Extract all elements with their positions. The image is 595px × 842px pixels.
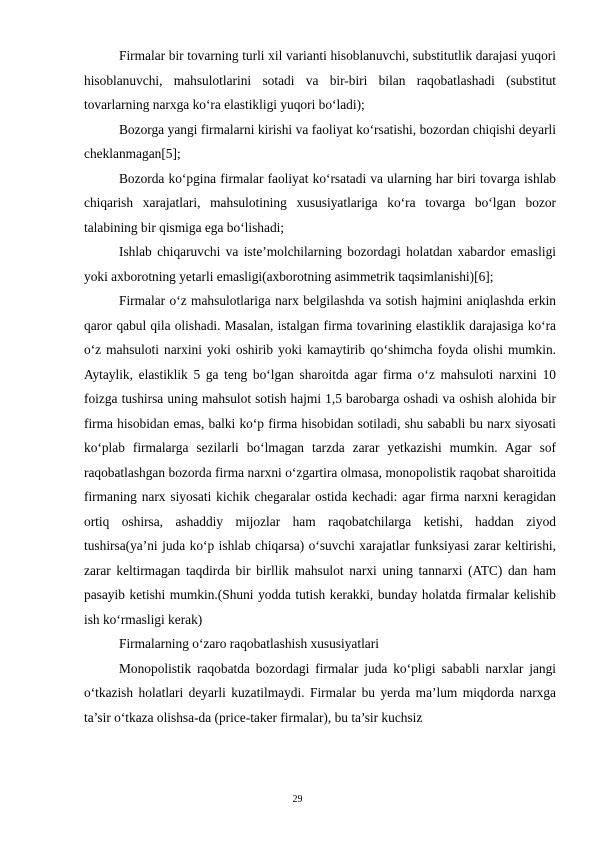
section-heading: Firmalarning o‘zaro raqobatlashish xususiyatlari — [119, 636, 379, 651]
paragraph-2: Bozorga yangi firmalarni kirishi va faoliyat ko‘rsatishi, bozordan chiqishi deyarli cheklanmagan[5]; — [84, 121, 556, 161]
paragraph-1: Firmalar bir tovarning turli xil varianti hisoblanuvchi, substitutlik darajasi yuqori hisoblanuvchi, mahsulotlarini sotadi va bir-biri bilan raqobatlashadi (substitut tovarlarning narxga ko‘ra elastikligi yuqori bo‘ladi); — [84, 48, 556, 112]
paragraph-4: Ishlab chiqaruvchi va iste’molchilarning bozordagi holatdan xabardor emasligi yoki axborotning yetarli emasligi(axborotning asimmetrik taqsimlanishi)[6]; — [84, 244, 556, 284]
page-number: 29 — [292, 794, 303, 805]
paragraph-3: Bozorda ko‘pgina firmalar faoliyat ko‘rsatadi va ularning har biri tovarga ishlab chiqarish xarajatlari, mahsulotining xususiyatlariga ko‘ra tovarga bo‘lgan bozor talabining bir qismiga ega bo‘lishadi; — [84, 170, 556, 235]
document-body — [84, 44, 556, 730]
paragraph-5: Firmalar o‘z mahsulotlariga narx belgilashda va sotish hajmini aniqlashda erkin qaror qabul qila olishadi. Masalan, istalgan firma tovarining elastiklik darajasiga ko‘ra o‘z mahsuloti narxini yoki oshirib yoki kamaytirib qo‘shimcha foyda olishi mumkin. Aytaylik, elastiklik 5 ga teng bo‘lgan sharoitda agar firma o‘z mahsuloti narxini 10 foizga tushirsa uning mahsulot sotish hajmi 1,5 barobarga oshadi va oshish alohida bir firma hisobidan emas, balki ko‘p firma hisobidan sotiladi, shu sababli bu narx siyosati ko‘plab firmalarga sezilarli bo‘lmagan tarzda zarar yetkazishi mumkin. Agar sof raqobatlashgan bozorda firma narxni o‘zgartira olmasa, monopolistik raqobat sharoitida firmaning narx siyosati kichik chegaralar ostida kechadi: agar firma narxni keragidan ortiq oshirsa, ashaddiy mijozlar ham raqobatchilarga ketishi, haddan ziyod tushirsa(ya’ni juda ko‘p ishlab chiqarsa) o‘suvchi xarajatlar funksiyasi zarar keltirishi, zarar keltirmagan taqdirda bir birllik mahsulot narxi uning tannarxi (ATC) dan ham pasayib ketishi mumkin.(Shuni yodda tutish kerakki, bunday holatda firmalar kelishib ish ko‘rmasligi kerak) — [84, 293, 556, 627]
paragraph-7: Monopolistik raqobatda bozordagi firmalar juda ko‘pligi sababli narxlar jangi o‘tkazish holatlari deyarli kuzatilmaydi. Firmalar bu yerda ma’lum miqdorda narxga ta’sir o‘tkaza olishsa-da (price-taker firmalar), bu ta’sir kuchsiz — [84, 660, 556, 725]
